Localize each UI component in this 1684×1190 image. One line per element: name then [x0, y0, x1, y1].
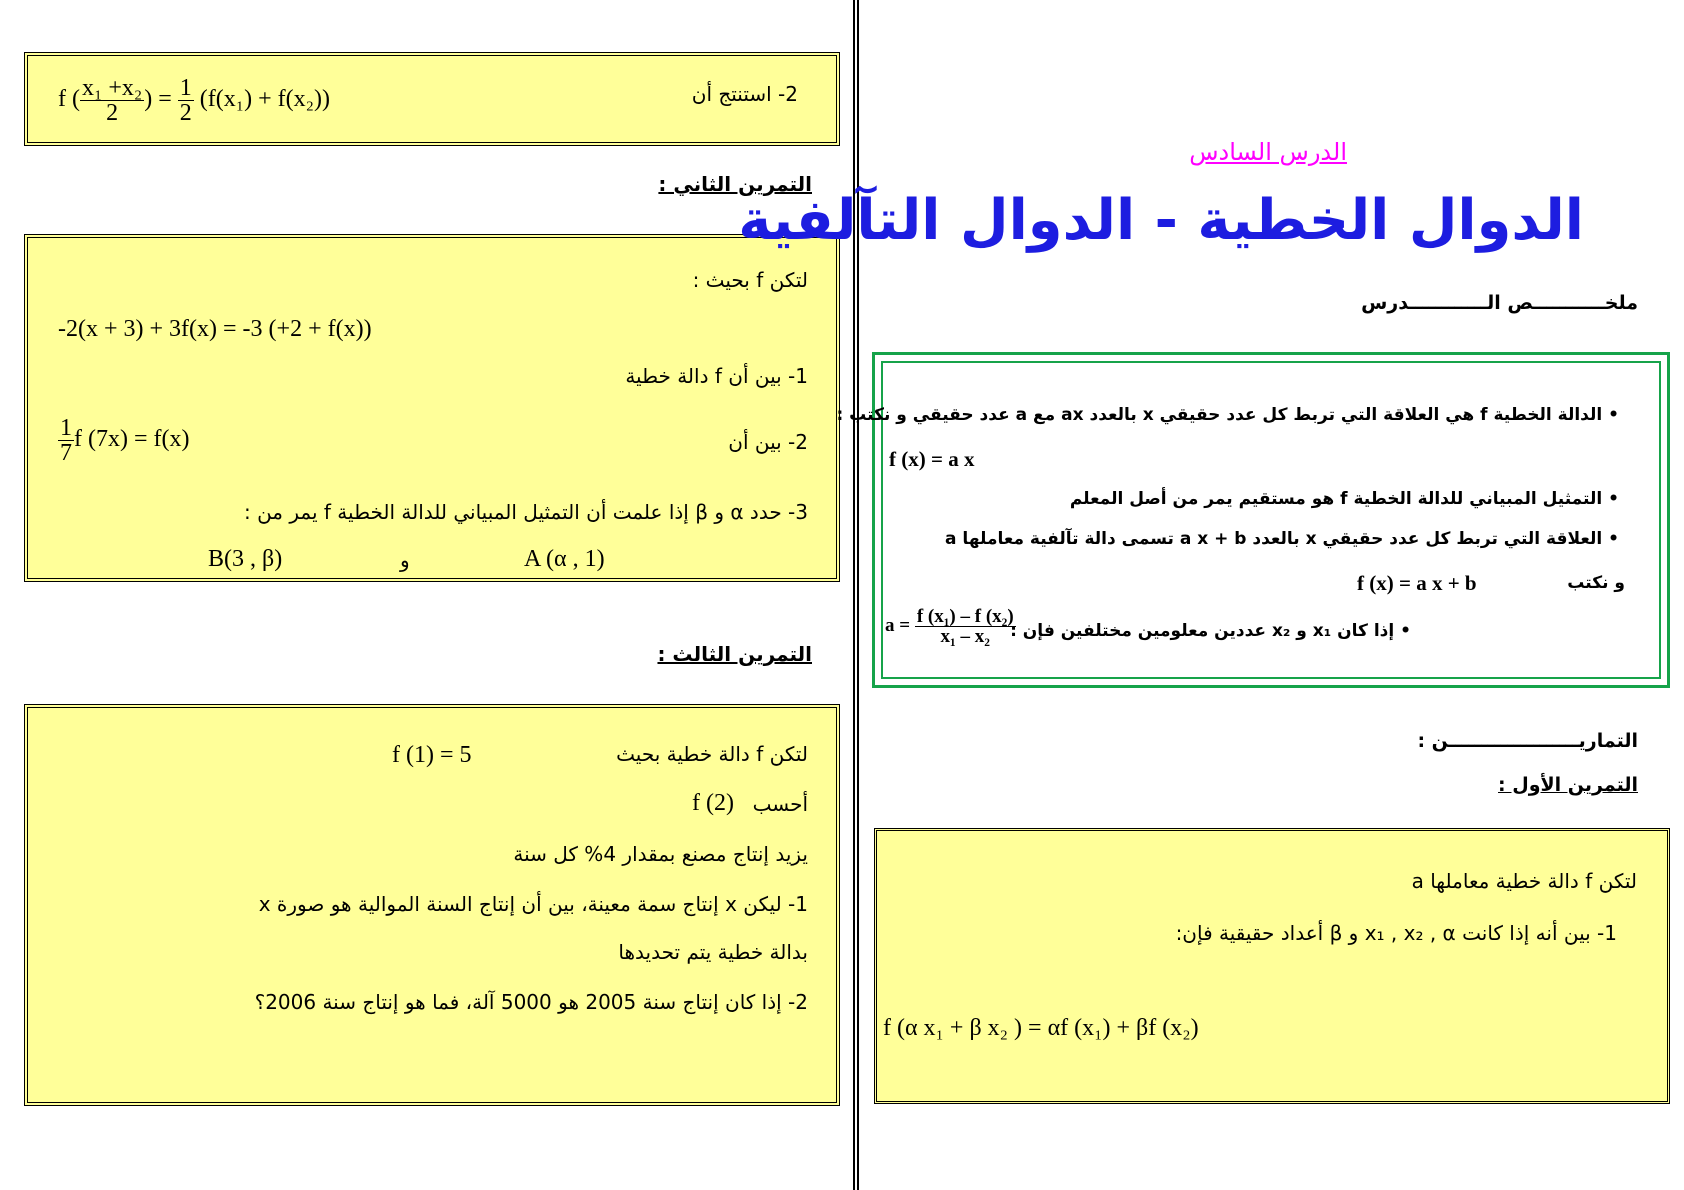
summary-bullet-3: • العلاقة التي تربط كل عدد حقيقي x بالعدد a x + b تسمى دالة تآلفية معاملها a [945, 529, 1619, 549]
ex2-q2: 2- بين أن [728, 430, 808, 454]
summary-bullet-4: • إذا كان x₁ و x₂ عددين معلومين مختلفين فإن : [1010, 621, 1411, 641]
summary-bullet-3-formula: f (x) = a x + b [1357, 571, 1477, 595]
exercises-heading: التماريــــــــــــــــــــن : [1417, 730, 1638, 752]
ex3-line6: 2- إذا كان إنتاج سنة 2005 هو 5000 آلة، فما هو إنتاج سنة 2006؟ [254, 990, 808, 1014]
ex3-line4: 1- ليكن x إنتاج سمة معينة، بين أن إنتاج السنة الموالية هو صورة x [258, 892, 808, 916]
deduce-label: 2- استنتج أن [691, 82, 798, 106]
exercise-1-heading: التمرين الأول : [1498, 774, 1638, 796]
ex2-and: و [400, 548, 410, 572]
ex1-line2: 1- بين أنه إذا كانت x₁ , x₂ , α و β أعداد حقيقية فإن: [1175, 921, 1617, 945]
ex2-equation: -2(x + 3) + 3f(x) = -3 (+2 + f(x)) [58, 316, 372, 342]
ex2-q2-formula: $\frac{1}{7}$ f (7x) = f(x) [60, 415, 190, 466]
summary-bullet-1: • الدالة الخطية f هي العلاقة التي تربط كل عدد حقيقي x بالعدد ax مع a عدد حقيقي و نكتب : [836, 405, 1619, 425]
ex1-line1: لتكن f دالة خطية معاملها a [1411, 869, 1637, 893]
ex3-line1-formula: f (1) = 5 [392, 742, 472, 768]
ex2-line1: لتكن f بحيث : [692, 268, 808, 292]
summary-bullet-2: • التمثيل المبياني للدالة الخطية f هو مستقيم يمر من أصل المعلم [1069, 489, 1619, 509]
ex3-line1: لتكن f دالة خطية بحيث [616, 742, 808, 766]
deduce-box [24, 52, 840, 146]
exercise-3-box [24, 704, 840, 1106]
summary-bullet-1-formula: f (x) = a x [889, 447, 975, 471]
column-divider [853, 0, 859, 1190]
exercise-3-heading: التمرين الثالث : [657, 642, 812, 666]
summary-box [836, 352, 1670, 688]
summary-heading: ملخـــــــــــص الــــــــــــدرس [1361, 292, 1638, 314]
page-title: الدوال الخطية - الدوال التآلفية [738, 188, 1584, 253]
summary-bullet-3-write: و نكتب [1567, 573, 1625, 593]
lesson-number: الدرس السادس [1189, 138, 1347, 166]
ex3-line2-formula: f (2) [692, 790, 734, 816]
ex3-line5: بدالة خطية يتم تحديدها [618, 940, 808, 964]
exercise-2-heading: التمرين الثاني : [658, 172, 812, 196]
exercise-2-box [24, 234, 840, 582]
exercise-1-box [874, 828, 1670, 1104]
ex3-line2: أحسب [752, 792, 808, 816]
ex1-formula: f (α x₁ + β x₂ ) = αf (x₁) + βf (x₂) [883, 1015, 1199, 1041]
ex2-point-a: A (α , 1) [524, 546, 605, 572]
ex2-q3: 3- حدد α و β إذا علمت أن التمثيل المبياني للدالة الخطية f يمر من : [243, 500, 808, 524]
ex2-point-b: B(3 , β) [208, 546, 283, 572]
ex2-q1: 1- بين أن f دالة خطية [625, 364, 808, 388]
deduce-formula: f ( $\frac{\text{x₁ +x₂}}{2}$ ) = $\frac{1}{2}$ (f(x₁) + f(x₂)) [58, 75, 331, 126]
ex3-line3: يزيد إنتاج مصنع بمقدار 4% كل سنة [513, 842, 808, 866]
summary-bullet-4-formula: a = $\frac{\text{f (x₁) – f (x₂)}}{\text{x₁ – x₂}}$ [885, 606, 1014, 647]
